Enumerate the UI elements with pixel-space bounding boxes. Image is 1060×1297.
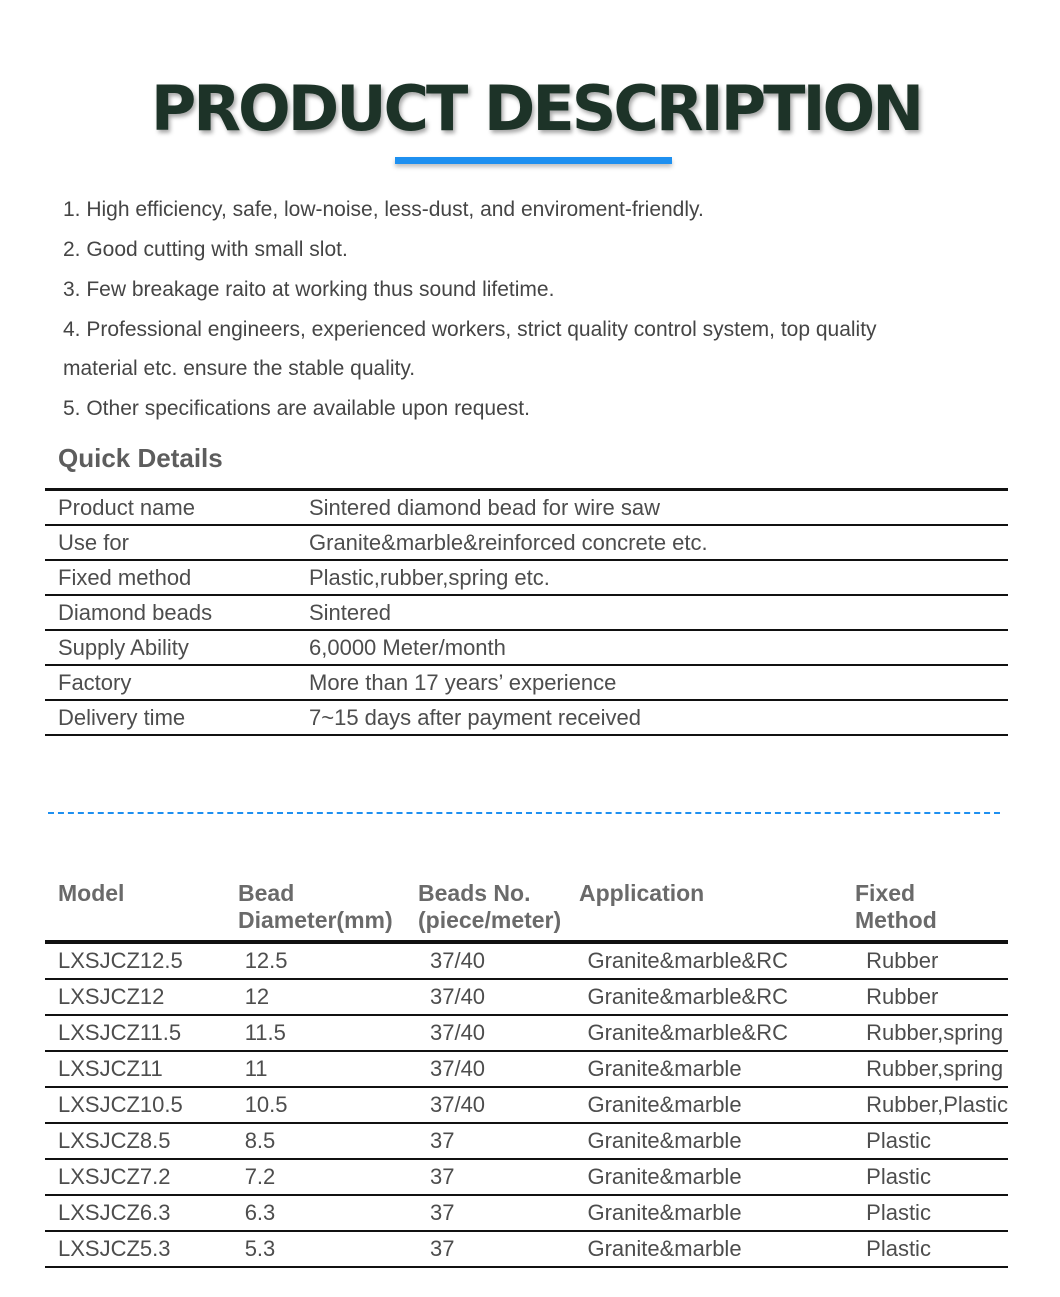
detail-key: Supply Ability bbox=[45, 630, 309, 665]
spec-table bbox=[45, 940, 1008, 1268]
detail-value: More than 17 years’ experience bbox=[309, 665, 1008, 700]
quick-details-table bbox=[45, 488, 1008, 736]
quick-details-title: Quick Details bbox=[58, 443, 223, 473]
cell-fixed: Plastic bbox=[866, 1195, 1008, 1231]
cell-diameter: 12 bbox=[245, 979, 430, 1015]
cell-beads: 37/40 bbox=[430, 1015, 588, 1051]
cell-model: LXSJCZ5.3 bbox=[45, 1231, 245, 1267]
detail-value: Granite&marble&reinforced concrete etc. bbox=[309, 525, 1008, 560]
description-item: 2. Good cutting with small slot. bbox=[63, 238, 348, 261]
table-row bbox=[45, 595, 1008, 630]
cell-fixed: Rubber bbox=[866, 942, 1008, 979]
cell-diameter: 11 bbox=[245, 1051, 430, 1087]
cell-application: Granite&marble bbox=[587, 1231, 866, 1267]
table-row bbox=[45, 1051, 1008, 1087]
cell-model: LXSJCZ12 bbox=[45, 979, 245, 1015]
table-row bbox=[45, 979, 1008, 1015]
description-item: 5. Other specifications are available upon request. bbox=[63, 397, 530, 420]
description-item: 4. Professional engineers, experienced workers, strict quality control system, top quality bbox=[63, 318, 877, 341]
cell-fixed: Rubber,Plastic bbox=[866, 1087, 1008, 1123]
cell-fixed: Plastic bbox=[866, 1159, 1008, 1195]
detail-key: Diamond beads bbox=[45, 595, 309, 630]
table-row bbox=[45, 1123, 1008, 1159]
cell-beads: 37 bbox=[430, 1159, 588, 1195]
table-row bbox=[45, 560, 1008, 595]
cell-model: LXSJCZ11 bbox=[45, 1051, 245, 1087]
table-row bbox=[45, 630, 1008, 665]
cell-application: Granite&marble bbox=[587, 1123, 866, 1159]
cell-beads: 37 bbox=[430, 1195, 588, 1231]
detail-key: Factory bbox=[45, 665, 309, 700]
description-item: 3. Few breakage raito at working thus sound lifetime. bbox=[63, 278, 555, 301]
cell-application: Granite&marble&RC bbox=[587, 979, 866, 1015]
section-divider bbox=[48, 812, 1000, 814]
header-application bbox=[579, 880, 704, 907]
cell-model: LXSJCZ10.5 bbox=[45, 1087, 245, 1123]
table-row bbox=[45, 1087, 1008, 1123]
table-row bbox=[45, 1015, 1008, 1051]
cell-application: Granite&marble bbox=[587, 1087, 866, 1123]
cell-diameter: 7.2 bbox=[245, 1159, 430, 1195]
cell-diameter: 5.3 bbox=[245, 1231, 430, 1267]
cell-application: Granite&marble&RC bbox=[587, 942, 866, 979]
header-fixed-method bbox=[855, 880, 937, 934]
page-title: PRODUCT DESCRIPTION bbox=[150, 72, 922, 145]
table-row bbox=[45, 665, 1008, 700]
detail-value: 7~15 days after payment received bbox=[309, 700, 1008, 735]
table-row bbox=[45, 700, 1008, 735]
cell-diameter: 8.5 bbox=[245, 1123, 430, 1159]
cell-beads: 37/40 bbox=[430, 1087, 588, 1123]
cell-diameter: 10.5 bbox=[245, 1087, 430, 1123]
title-underline bbox=[395, 157, 672, 164]
header-bead-diameter-line2: Diameter(mm) bbox=[238, 907, 393, 933]
header-bead-diameter-line1: Bead bbox=[238, 880, 295, 906]
cell-model: LXSJCZ8.5 bbox=[45, 1123, 245, 1159]
cell-diameter: 12.5 bbox=[245, 942, 430, 979]
description-item: 1. High efficiency, safe, low-noise, less-dust, and enviroment-friendly. bbox=[63, 198, 704, 221]
detail-value: 6,0000 Meter/month bbox=[309, 630, 1008, 665]
header-beads-no bbox=[418, 880, 561, 934]
table-row bbox=[45, 1195, 1008, 1231]
cell-application: Granite&marble bbox=[587, 1159, 866, 1195]
detail-value: Plastic,rubber,spring etc. bbox=[309, 560, 1008, 595]
detail-value: Sintered diamond bead for wire saw bbox=[309, 490, 1008, 526]
cell-beads: 37/40 bbox=[430, 942, 588, 979]
cell-fixed: Plastic bbox=[866, 1231, 1008, 1267]
table-row bbox=[45, 490, 1008, 526]
cell-beads: 37 bbox=[430, 1231, 588, 1267]
header-model-label: Model bbox=[58, 880, 125, 906]
table-row bbox=[45, 525, 1008, 560]
detail-key: Product name bbox=[45, 490, 309, 526]
cell-diameter: 11.5 bbox=[245, 1015, 430, 1051]
header-beads-no-line2: (piece/meter) bbox=[418, 907, 562, 933]
header-fixed-method-line2: Method bbox=[855, 907, 937, 933]
header-model bbox=[58, 880, 124, 907]
header-beads-no-line1: Beads No. bbox=[418, 880, 531, 906]
header-bead-diameter bbox=[238, 880, 393, 934]
detail-key: Use for bbox=[45, 525, 309, 560]
cell-model: LXSJCZ7.2 bbox=[45, 1159, 245, 1195]
cell-application: Granite&marble bbox=[587, 1051, 866, 1087]
cell-application: Granite&marble&RC bbox=[587, 1015, 866, 1051]
cell-application: Granite&marble bbox=[587, 1195, 866, 1231]
cell-model: LXSJCZ11.5 bbox=[45, 1015, 245, 1051]
table-row bbox=[45, 1159, 1008, 1195]
detail-key: Fixed method bbox=[45, 560, 309, 595]
cell-model: LXSJCZ6.3 bbox=[45, 1195, 245, 1231]
table-row bbox=[45, 942, 1008, 979]
cell-beads: 37/40 bbox=[430, 979, 588, 1015]
header-application-label: Application bbox=[579, 880, 705, 906]
cell-fixed: Plastic bbox=[866, 1123, 1008, 1159]
detail-key: Delivery time bbox=[45, 700, 309, 735]
description-item-continuation: material etc. ensure the stable quality. bbox=[63, 357, 416, 380]
cell-model: LXSJCZ12.5 bbox=[45, 942, 245, 979]
spec-table-header bbox=[45, 876, 1008, 940]
cell-fixed: Rubber bbox=[866, 979, 1008, 1015]
header-fixed-method-line1: Fixed bbox=[855, 880, 916, 906]
cell-diameter: 6.3 bbox=[245, 1195, 430, 1231]
cell-fixed: Rubber,spring bbox=[866, 1051, 1008, 1087]
cell-beads: 37/40 bbox=[430, 1051, 588, 1087]
description-list bbox=[63, 190, 1023, 429]
cell-fixed: Rubber,spring bbox=[866, 1015, 1008, 1051]
detail-value: Sintered bbox=[309, 595, 1008, 630]
table-row bbox=[45, 1231, 1008, 1267]
cell-beads: 37 bbox=[430, 1123, 588, 1159]
